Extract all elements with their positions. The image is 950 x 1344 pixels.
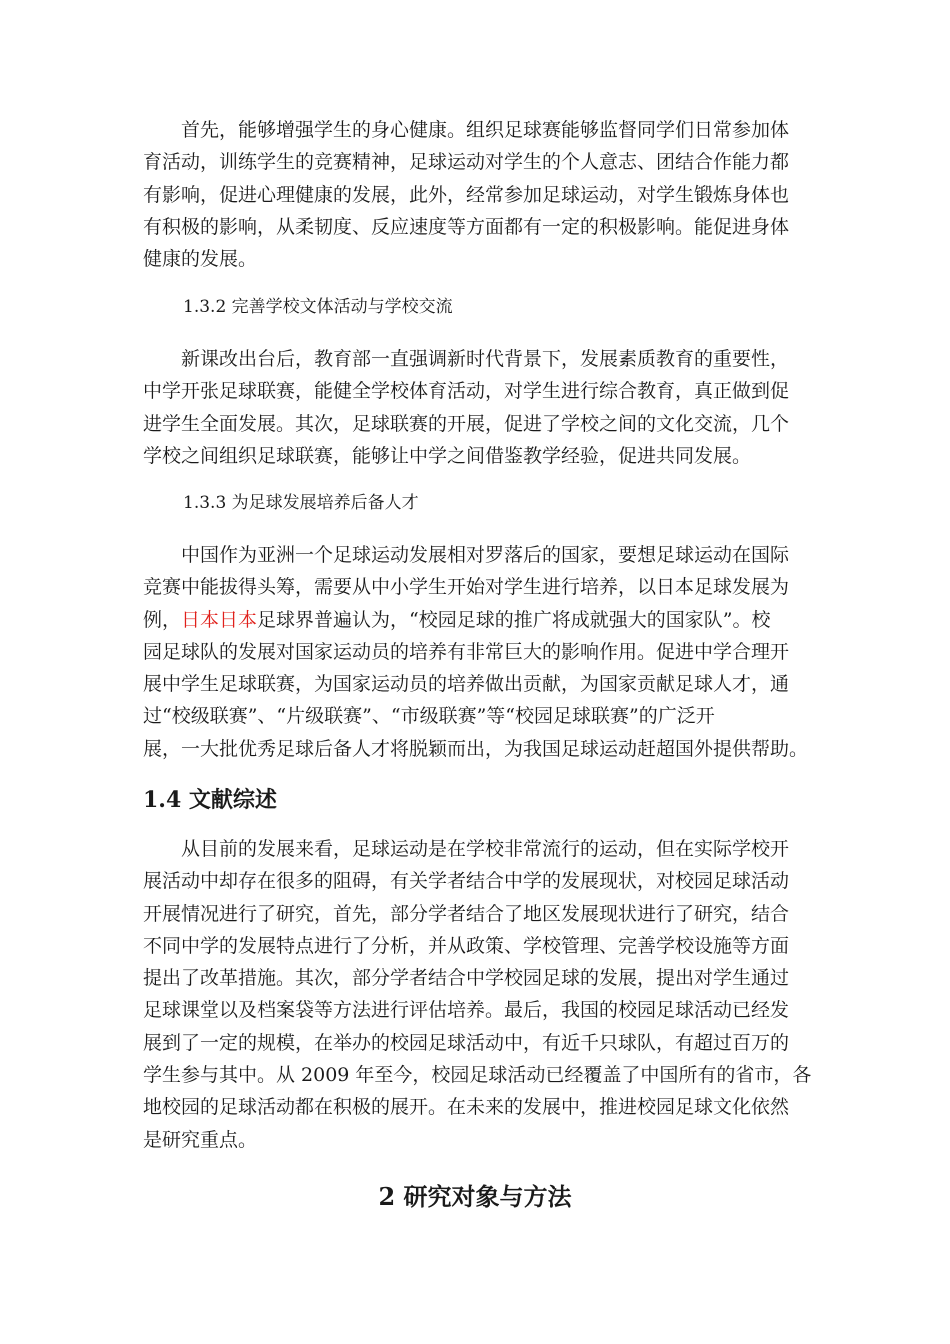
text-segment: 足球界普遍认为，“校园足球的推广将成就强大的国家队”。校 <box>257 608 771 631</box>
paragraph-literature-review <box>143 833 812 1156</box>
heading-1-3-3: 1.3.3 为足球发展培养后备人才 <box>183 493 419 513</box>
heading-1-4: 1.4 文献综述 <box>143 787 277 813</box>
text-segment: 例， <box>143 608 182 631</box>
text-line: 不同中学的发展特点进行了分析，并从政策、学校管理、完善学校设施等方面 <box>143 934 790 957</box>
text-line: 展中学生足球联赛，为国家运动员的培养做出贡献，为国家贡献足球人才，通 <box>143 673 790 696</box>
text-line: 中学开张足球联赛，能健全学校体育活动，对学生进行综合教育，真正做到促 <box>143 380 790 403</box>
text-line: 学生参与其中。从 2009 年至今，校园足球活动已经覆盖了中国所有的省市，各 <box>143 1064 812 1087</box>
text-line: 开展情况进行了研究，首先，部分学者结合了地区发展现状进行了研究，结合 <box>143 902 790 925</box>
text-line: 健康的发展。 <box>143 248 258 271</box>
text-line: 过“校级联赛”、“片级联赛”、“市级联赛”等“校园足球联赛”的广泛开 <box>143 705 715 728</box>
text-line: 有影响，促进心理健康的发展，此外，经常参加足球运动，对学生锻炼身体也 <box>143 183 790 206</box>
highlighted-text: 日本日本 <box>181 608 258 631</box>
text-line: 园足球队的发展对国家运动员的培养有非常巨大的影响作用。促进中学合理开 <box>143 640 790 663</box>
text-line: 提出了改革措施。其次，部分学者结合中学校园足球的发展，提出对学生通过 <box>143 967 790 990</box>
text-line: 进学生全面发展。其次，足球联赛的开展，促进了学校之间的文化交流，几个 <box>143 412 790 435</box>
paragraph-physical-health <box>143 114 808 275</box>
text-line: 展到了一定的规模，在举办的校园足球活动中，有近千只球队，有超过百万的 <box>143 1031 790 1054</box>
text-line: 竞赛中能拔得头筹，需要从中小学生开始对学生进行培养，以日本足球发展为 <box>143 576 790 599</box>
heading-2: 2 研究对象与方法 <box>378 1182 572 1211</box>
text-line: 是研究重点。 <box>143 1128 258 1151</box>
text-line: 展，一大批优秀足球后备人才将脱颖而出，为我国足球运动赶超国外提供帮助。 <box>143 737 809 760</box>
text-line <box>143 604 808 636</box>
text-line: 首先，能够增强学生的身心健康。组织足球赛能够监督同学们日常参加体 <box>143 119 790 141</box>
heading-1-3-2: 1.3.2 完善学校文体活动与学校交流 <box>183 297 453 317</box>
text-line: 学校之间组织足球联赛，能够让中学之间借鉴教学经验，促进共同发展。 <box>143 444 752 467</box>
text-line: 新课改出台后，教育部一直强调新时代背景下，发展素质教育的重要性， <box>143 348 790 370</box>
text-line: 展活动中却存在很多的阻碍，有关学者结合中学的发展现状，对校园足球活动 <box>143 870 790 893</box>
text-line: 育活动，训练学生的竞赛精神，足球运动对学生的个人意志、团结合作能力都 <box>143 151 790 174</box>
paragraph-school-exchange <box>143 343 808 472</box>
text-line: 地校园的足球活动都在积极的展开。在未来的发展中，推进校园足球文化依然 <box>143 1096 790 1119</box>
paragraph-reserve-talent <box>143 539 808 765</box>
text-line: 中国作为亚洲一个足球运动发展相对罗落后的国家，要想足球运动在国际 <box>143 544 790 566</box>
text-line: 有积极的影响，从柔韧度、反应速度等方面都有一定的积极影响。能促进身体 <box>143 215 790 238</box>
text-line: 从目前的发展来看，足球运动是在学校非常流行的运动，但在实际学校开 <box>143 838 790 860</box>
text-line: 足球课堂以及档案袋等方法进行评估培养。最后，我国的校园足球活动已经发 <box>143 999 790 1022</box>
